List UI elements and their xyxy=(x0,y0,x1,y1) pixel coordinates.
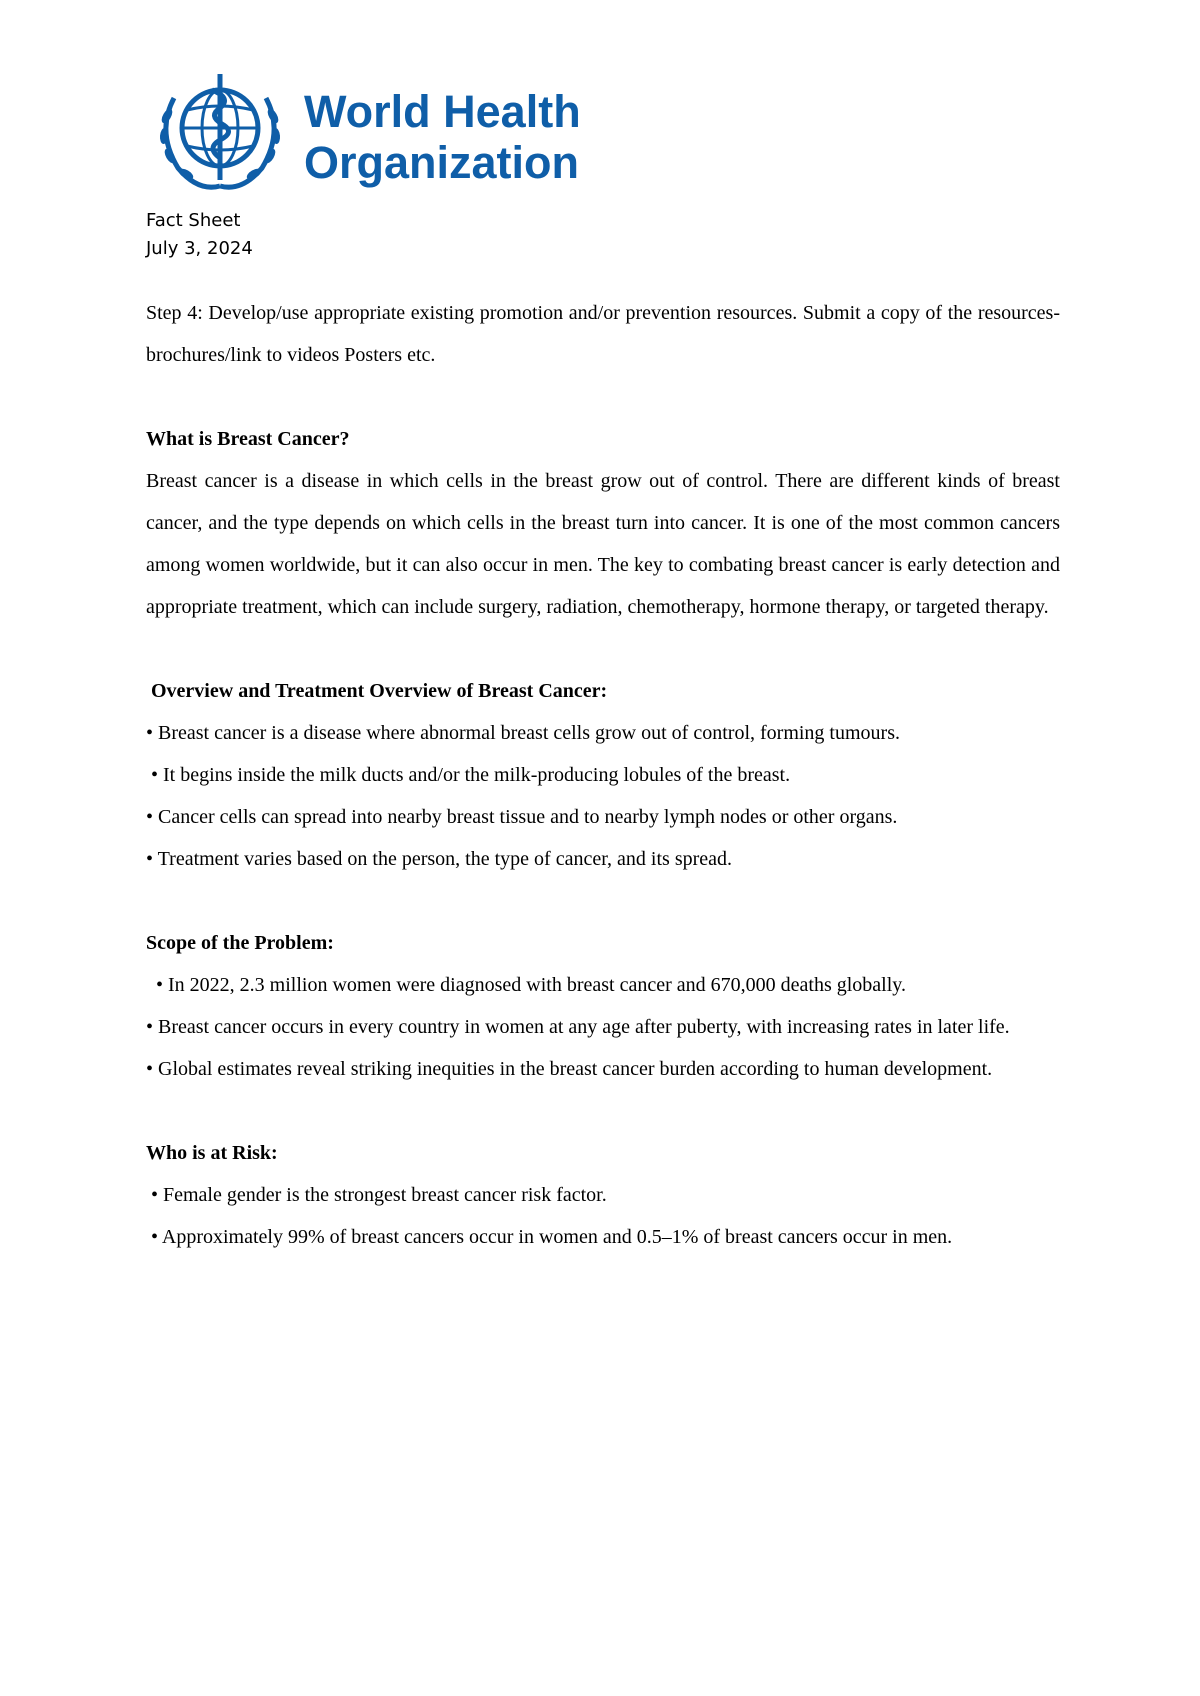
list-item: • Breast cancer occurs in every country in women at any age after puberty, with increasing rates in later life. xyxy=(146,1016,1010,1038)
spacer xyxy=(146,1090,1060,1132)
who-emblem-icon xyxy=(150,68,590,198)
list-item: • Cancer cells can spread into nearby breast tissue and to nearby lymph nodes or other organs. xyxy=(146,806,898,828)
section-heading-overview: Overview and Treatment Overview of Breast Cancer: xyxy=(146,680,608,702)
list-item: • It begins inside the milk ducts and/or the milk-producing lobules of the breast. xyxy=(146,764,791,786)
section-body-what-is: Breast cancer is a disease in which cells in the breast grow out of control. There are different kinds of breast cancer, and the type depends on which cells in the breast turn into cancer. It is one of the most common cancers among women worldwide, but it can also occur in men. The key to combating breast cancer is early detection and appropriate treatment, which can include surgery, radiation, chemotherapy, hormone therapy, or targeted therapy. xyxy=(146,470,1060,618)
org-name-line1: World Health xyxy=(304,86,581,137)
list-item: • In 2022, 2.3 million women were diagnosed with breast cancer and 670,000 deaths globally. xyxy=(146,974,906,996)
document-meta xyxy=(146,207,253,263)
intro-step-text: Step 4: Develop/use appropriate existing promotion and/or prevention resources. Submit a copy of the resources- brochures/link to videos Posters etc. xyxy=(146,302,1060,366)
doc-type: Fact Sheet xyxy=(146,210,241,231)
list-item: • Female gender is the strongest breast cancer risk factor. xyxy=(146,1184,607,1206)
list-item: • Treatment varies based on the person, the type of cancer, and its spread. xyxy=(146,848,733,870)
document-body xyxy=(146,292,1060,1258)
risk-bullet-list xyxy=(146,1174,1060,1258)
list-item: • Approximately 99% of breast cancers occur in women and 0.5–1% of breast cancers occur in men. xyxy=(146,1226,953,1248)
section-heading-risk: Who is at Risk: xyxy=(146,1142,278,1164)
spacer xyxy=(146,376,1060,418)
section-heading-what-is: What is Breast Cancer? xyxy=(146,428,350,450)
list-item: • Global estimates reveal striking inequities in the breast cancer burden according to human development. xyxy=(146,1058,993,1080)
section-heading-scope: Scope of the Problem: xyxy=(146,932,334,954)
org-name-line2: Organization xyxy=(304,137,580,188)
doc-date: July 3, 2024 xyxy=(146,238,253,259)
spacer xyxy=(146,880,1060,922)
overview-bullet-list xyxy=(146,712,1060,880)
list-item: • Breast cancer is a disease where abnormal breast cells grow out of control, forming tumours. xyxy=(146,722,900,744)
spacer xyxy=(146,628,1060,670)
who-logo xyxy=(150,68,590,198)
scope-bullet-list xyxy=(146,964,1060,1090)
